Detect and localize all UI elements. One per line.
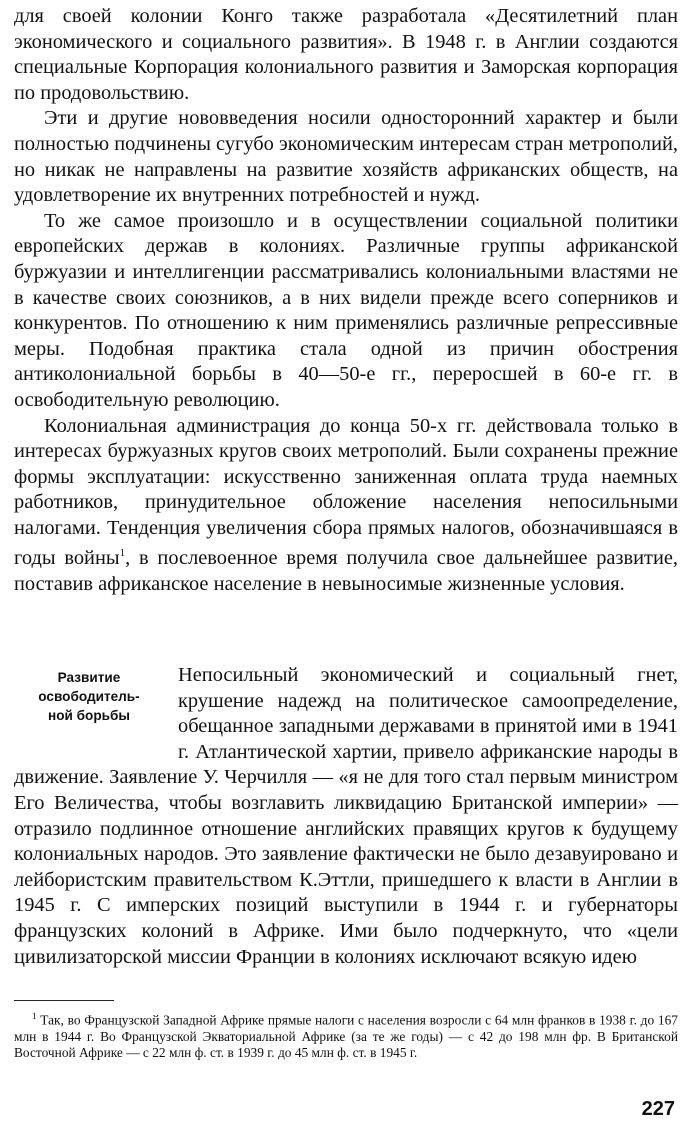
section-text: Непосильный экономический и социальный гнет, крушение надежд на политическое самоопределение, обещанное западными державами в принятой ими в 1941 г. Атлантической хартии, привело африканские народы в движение. Заявление У. Черчилля — «я не для того стал первым министром Его Величества, чтобы возглавить ликвидацию Британской империи» — отразило подлинное отношение английских правящих кругов к будущему колониальных народов. Это заявление фактически не было дезавуировано и лейбористским правительством К.Эттли, пришедшего к власти в Англии в 1945 г. С имперских позиций выступили в 1944 г. и губернаторы французских колоний в Африке. Ими было подчеркнуто, что «цели цивилизаторской миссии Франции в колониях исключают всякую идею [14,664,678,968]
paragraph-3: То же самое произошло и в осуществлении социальной политики европейских держав в колониях. Различные группы африканской буржуазии и интеллигенции рассматривались колониальными властями не в качестве своих союзников, а в них видели прежде всего соперников и конкурентов. По отношению к ним применялись различные репрессивные меры. Подобная практика стала одной из причин обострения антиколониальной борьбы в 40—50-е гг., переросшей в 60-е гг. в освободительную революцию. [14,209,678,411]
section-liberation-struggle [14,663,678,970]
paragraph-4-text-b: , в послевоенное время получила свое дальнейшее развитие, поставив африканское население в невыносимые жизненные условия. [14,547,678,595]
paragraph-4-text-a: Колониальная администрация до конца 50-х гг. действовала только в интересах буржуазных кругов своих метрополий. Были сохранены прежние формы эксплуатации: искусственно заниженная оплата труда наемных работников, принудительное обложение населения непосильными налогами. Тенденция увеличения сбора прямых налогов, обозначившаяся в годы войны [14,414,678,570]
section-sidenote [14,668,164,725]
footnote-text: Так, во Французской Западной Африке прямые налоги с населения возросли с 64 млн франков в 1938 г. до 167 млн в 1944 г. Во Французской Экваториальной Африке (за те же годы) — с 42 до 198 млн фр. В Британской Восточной Африке — с 22 млн ф. ст. в 1939 г. до 45 млн ф. ст. в 1945 г. [14,1012,678,1061]
footnote [14,1008,678,1062]
footnote-mark: 1 [32,1011,37,1021]
footnote-reference: 1 [119,547,126,560]
sidenote-line: освободитель- [38,689,140,704]
page-number: 227 [641,1098,675,1120]
sidenote-line: ной борьбы [47,708,130,723]
footnote-divider [14,1000,114,1001]
main-text [14,4,678,597]
paragraph-4 [14,414,678,598]
paragraph-1: для своей колонии Конго также разработала «Десятилетний план экономического и социального развития». В 1948 г. в Англии создаются специальные Корпорация колониального развития и Заморская корпорация по продовольствию. [14,5,678,104]
paragraph-2: Эти и другие нововведения носили односторонний характер и были полностью подчинены сугубо экономическим интересам стран метрополий, но никак не направлены на развитие хозяйств африканских обществ, на удовлетворение их внутренних потребностей и нужд. [14,107,678,207]
sidenote-line: Развитие [57,670,121,685]
